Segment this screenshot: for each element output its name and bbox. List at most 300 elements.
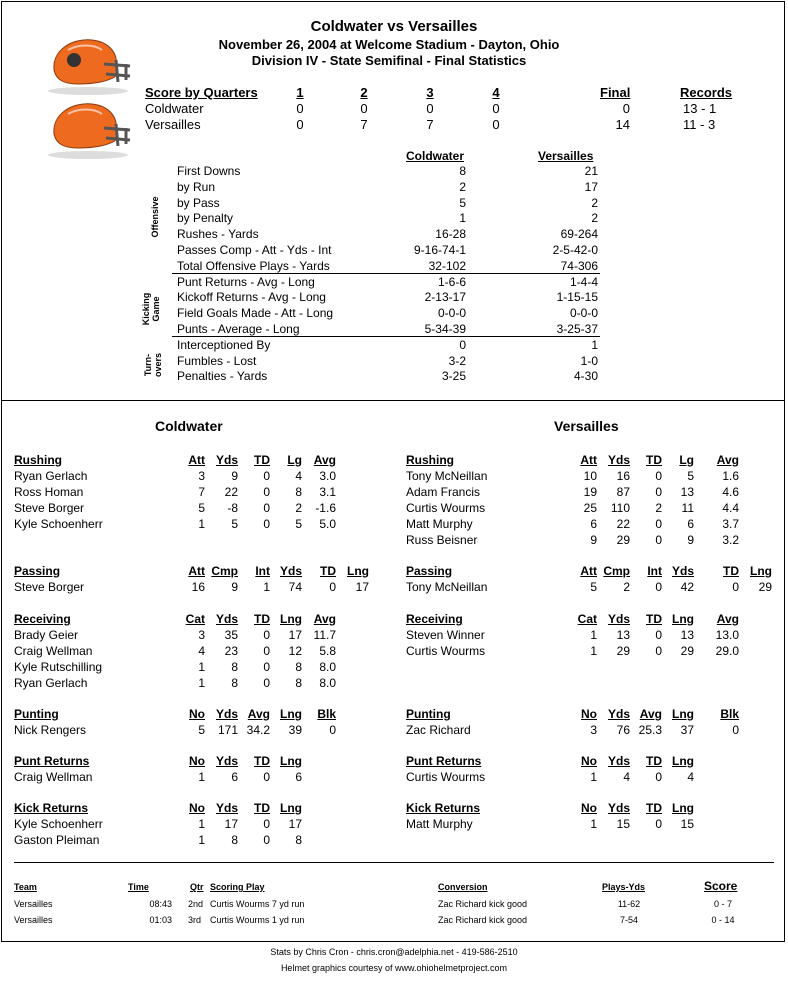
stat-value: 4 — [687, 770, 694, 784]
player-name: Craig Wellman — [14, 644, 93, 658]
stat-value: 8 — [295, 485, 302, 499]
stat-value: 6 — [231, 770, 238, 784]
page-subtitle-2: Division IV - State Semifinal - Final Statistics — [251, 53, 527, 68]
player-name: Curtis Wourms — [406, 501, 486, 515]
player-name: Kyle Rutschilling — [14, 660, 103, 674]
stat-col-header: Blk — [317, 707, 336, 721]
stat-col-header: Lng — [672, 612, 694, 626]
right-team-heading: Versailles — [554, 418, 619, 434]
stat-value: 3 — [590, 723, 597, 737]
team-record: 13 - 1 — [683, 101, 717, 116]
stat-value: 8 — [295, 660, 302, 674]
stat-value: 10 — [583, 469, 597, 483]
quarter-score: 0 — [296, 117, 304, 132]
scoring-time: 01:03 — [149, 915, 172, 925]
stat-value: 7 — [198, 485, 205, 499]
stat-value: 1 — [198, 770, 205, 784]
scoring-play: Curtis Wourms 1 yd run — [210, 915, 305, 925]
team-stat-label: by Pass — [177, 195, 220, 210]
scoring-header-plays-yds: Plays-Yds — [602, 882, 646, 892]
stat-value: 16 — [616, 469, 630, 483]
stat-value: 8 — [231, 660, 238, 674]
team-name: Versailles — [145, 117, 201, 132]
stat-value: 4 — [198, 644, 205, 658]
player-name: Matt Murphy — [406, 517, 473, 531]
stat-value: 8 — [295, 676, 302, 690]
team-stat-coldwater: 2-13-17 — [424, 290, 466, 305]
stat-value: 1 — [198, 660, 205, 674]
stat-value: 0 — [263, 644, 270, 658]
quarter-score: 7 — [426, 117, 434, 132]
stat-value: 25.3 — [638, 723, 662, 737]
team-stat-versailles: 17 — [584, 179, 598, 194]
final-header: Final — [600, 85, 631, 100]
stat-value: 9 — [687, 533, 694, 547]
team-stat-label: Field Goals Made - Att - Long — [177, 306, 334, 321]
page-title: Coldwater vs Versailles — [310, 18, 478, 35]
quarter-score: 0 — [492, 101, 500, 116]
stat-col-header: TD — [254, 801, 270, 815]
team-stats-col1: Coldwater — [406, 149, 465, 163]
stat-col-header: Att — [580, 453, 597, 467]
stat-col-header: No — [189, 801, 205, 815]
stat-value: 0 — [655, 770, 662, 784]
player-name: Russ Beisner — [406, 533, 478, 547]
stat-value: 5.8 — [319, 644, 336, 658]
scoring-qtr: 2nd — [188, 899, 204, 909]
team-stat-coldwater: 3-25 — [441, 369, 466, 384]
stat-value: 13 — [680, 628, 694, 642]
final-score: 0 — [622, 101, 630, 116]
team-stat-coldwater: 0 — [459, 337, 466, 352]
stat-value: 8 — [231, 833, 238, 847]
stat-value: 0 — [655, 817, 662, 831]
scoring-conversion: Zac Richard kick good — [438, 899, 528, 909]
stat-col-header: TD — [320, 564, 336, 578]
team-stat-label: Penalties - Yards — [177, 369, 268, 384]
stat-value: 3 — [198, 628, 205, 642]
stat-col-header: Yds — [607, 453, 630, 467]
left-passing-title: Passing — [14, 564, 61, 578]
stat-value: 22 — [616, 517, 630, 531]
stat-value: 2 — [623, 580, 630, 594]
stat-value: 4 — [623, 770, 630, 784]
divider — [172, 273, 600, 274]
left-rushing-title: Rushing — [14, 453, 62, 467]
team-stat-coldwater: 1-6-6 — [437, 274, 466, 289]
team-stat-versailles: 1 — [591, 337, 598, 352]
scoring-time: 08:43 — [149, 899, 172, 909]
stat-col-header: Blk — [720, 707, 739, 721]
stat-col-header: Cmp — [603, 564, 630, 578]
team-stat-coldwater: 9-16-74-1 — [413, 243, 466, 257]
stat-value: 1 — [198, 676, 205, 690]
team-stat-label: First Downs — [177, 164, 241, 178]
stat-col-header: Lng — [347, 564, 369, 578]
stat-value: 11.7 — [313, 628, 336, 642]
stat-col-header: Yds — [215, 453, 238, 467]
team-stat-versailles: 2-5-42-0 — [552, 243, 598, 257]
stat-value: 5 — [231, 517, 238, 531]
player-name: Steve Borger — [14, 580, 85, 594]
player-name: Kyle Schoenherr — [14, 817, 103, 831]
left-kick-returns-title: Kick Returns — [14, 801, 89, 815]
team-stat-versailles: 1-0 — [580, 353, 598, 368]
stat-col-header: Lng — [750, 564, 772, 578]
stat-value: 0 — [655, 628, 662, 642]
stat-value: 22 — [224, 485, 238, 499]
stat-value: 0 — [329, 723, 336, 737]
stat-col-header: Att — [188, 564, 205, 578]
stat-value: 1.6 — [722, 469, 739, 483]
stat-col-header: Yds — [671, 564, 694, 578]
scoring-header-play: Scoring Play — [210, 882, 265, 892]
stat-value: 3.1 — [319, 485, 336, 499]
stat-col-header: Lng — [672, 801, 694, 815]
team-stat-label: Punt Returns - Avg - Long — [177, 274, 315, 289]
team-stat-versailles: 2 — [591, 195, 598, 210]
team-stat-coldwater: 3-2 — [448, 353, 466, 368]
stat-value: 5 — [295, 517, 302, 531]
stat-col-header: Att — [580, 564, 597, 578]
team-stat-coldwater: 2 — [459, 179, 466, 194]
stat-value: 0 — [655, 533, 662, 547]
stat-col-header: Cat — [577, 612, 597, 626]
left-punting-title: Punting — [14, 707, 59, 721]
stat-col-header: TD — [646, 754, 662, 768]
stat-value: 0 — [732, 580, 739, 594]
stat-value: 37 — [680, 723, 694, 737]
stat-value: 0 — [655, 469, 662, 483]
stat-value: 110 — [610, 501, 630, 515]
stat-value: 15 — [680, 817, 694, 831]
stat-value: 3.0 — [319, 469, 336, 483]
stat-value: 8.0 — [319, 660, 336, 674]
right-passing-title: Passing — [406, 564, 453, 578]
scoring-plays-yds: 11-62 — [617, 899, 641, 909]
stat-col-header: Yds — [607, 612, 630, 626]
stat-value: 4.4 — [722, 501, 739, 515]
team-stat-label: Total Offensive Plays - Yards — [177, 258, 330, 273]
stat-value: 0 — [263, 833, 270, 847]
stat-value: 0 — [263, 676, 270, 690]
stat-value: 9 — [590, 533, 597, 547]
player-name: Brady Geier — [14, 628, 79, 642]
player-name: Ross Homan — [14, 485, 84, 499]
stat-value: 1 — [263, 580, 270, 594]
stat-value: 0 — [263, 817, 270, 831]
team-stat-label: by Run — [177, 179, 216, 194]
stat-value: 5 — [590, 580, 597, 594]
stat-col-header: Avg — [247, 707, 270, 721]
team-stat-versailles: 0-0-0 — [569, 306, 598, 321]
helmet-icon — [44, 36, 136, 96]
stat-value: 29 — [616, 533, 630, 547]
stat-value: 9 — [231, 469, 238, 483]
stat-value: -8 — [227, 501, 238, 515]
stat-value: 1 — [590, 628, 597, 642]
stat-value: 1 — [198, 817, 205, 831]
stat-col-header: Yds — [607, 707, 630, 721]
stat-value: 8.0 — [319, 676, 336, 690]
scoring-header-time: Time — [128, 882, 149, 892]
player-name: Ryan Gerlach — [14, 469, 88, 483]
team-stat-versailles: 3-25-37 — [556, 322, 598, 336]
player-name: Adam Francis — [406, 485, 481, 499]
team-stat-versailles: 1-15-15 — [556, 290, 598, 305]
stat-col-header: Int — [255, 564, 270, 578]
stat-value: 6 — [687, 517, 694, 531]
scoring-header-team: Team — [14, 882, 37, 892]
group-label-offensive: Offensive — [150, 196, 160, 238]
section-divider — [1, 400, 785, 401]
stat-value: 5.0 — [319, 517, 336, 531]
stat-col-header: Avg — [639, 707, 662, 721]
quarter-header: 1 — [296, 85, 304, 100]
stat-col-header: Yds — [607, 754, 630, 768]
team-stat-versailles: 74-306 — [560, 258, 598, 273]
quarter-header: 2 — [360, 85, 368, 100]
quarter-header: 4 — [492, 85, 500, 100]
team-stat-label: Passes Comp - Att - Yds - Int — [177, 243, 332, 257]
stat-col-header: TD — [646, 801, 662, 815]
stat-col-header: No — [189, 707, 205, 721]
stat-col-header: Yds — [215, 612, 238, 626]
helmet-icon — [44, 100, 136, 160]
player-name: Gaston Pleiman — [14, 833, 100, 847]
stat-value: 11 — [681, 501, 694, 515]
team-stat-coldwater: 32-102 — [428, 258, 466, 273]
player-name: Ryan Gerlach — [14, 676, 88, 690]
quarter-score: 0 — [360, 101, 368, 116]
stat-value: 17 — [288, 817, 302, 831]
stat-value: 0 — [655, 485, 662, 499]
stat-value: 9 — [231, 580, 238, 594]
player-name: Matt Murphy — [406, 817, 473, 831]
stat-col-header: TD — [723, 564, 739, 578]
stat-value: 17 — [288, 628, 302, 642]
stat-col-header: Yds — [215, 801, 238, 815]
stat-value: 1 — [590, 644, 597, 658]
stat-col-header: TD — [646, 612, 662, 626]
stat-col-header: TD — [646, 453, 662, 467]
final-score: 14 — [615, 117, 630, 132]
team-stat-label: Interceptioned By — [177, 337, 271, 352]
stat-col-header: No — [189, 754, 205, 768]
stat-value: 0 — [655, 580, 662, 594]
stat-col-header: Avg — [716, 612, 739, 626]
stat-value: 0 — [263, 469, 270, 483]
stat-col-header: Cmp — [211, 564, 238, 578]
left-punt-returns-title: Punt Returns — [14, 754, 90, 768]
stat-value: 3.2 — [722, 533, 739, 547]
stat-value: 0 — [329, 580, 336, 594]
team-stat-label: Rushes - Yards — [177, 227, 259, 242]
scoring-team: Versailles — [14, 899, 53, 909]
stat-value: 34.2 — [246, 723, 270, 737]
group-label-kicking: Kicking Game — [141, 292, 161, 326]
stat-col-header: Lng — [280, 612, 302, 626]
stat-value: 13 — [680, 485, 694, 499]
team-stat-versailles: 1-4-4 — [569, 274, 598, 289]
player-name: Curtis Wourms — [406, 644, 486, 658]
stat-value: 4.6 — [722, 485, 739, 499]
player-name: Craig Wellman — [14, 770, 93, 784]
quarter-score: 0 — [426, 101, 434, 116]
stat-value: 74 — [288, 580, 302, 594]
team-stat-label: Punts - Average - Long — [177, 322, 300, 336]
team-stat-coldwater: 5-34-39 — [424, 322, 466, 336]
stat-col-header: TD — [254, 612, 270, 626]
stat-col-header: Cat — [185, 612, 205, 626]
stat-value: 3.7 — [722, 517, 739, 531]
stat-value: 1 — [198, 833, 205, 847]
stat-value: 12 — [288, 644, 302, 658]
stat-col-header: Lng — [280, 707, 302, 721]
player-name: Tony McNeillan — [406, 580, 488, 594]
stat-value: 35 — [224, 628, 238, 642]
stat-value: 87 — [616, 485, 630, 499]
team-stat-coldwater: 8 — [459, 164, 466, 178]
stat-col-header: Lng — [672, 754, 694, 768]
stat-value: 5 — [198, 723, 205, 737]
stat-value: 5 — [687, 469, 694, 483]
stat-value: 4 — [295, 469, 302, 483]
player-name: Curtis Wourms — [406, 770, 486, 784]
team-stat-versailles: 21 — [584, 164, 598, 178]
right-rushing-title: Rushing — [406, 453, 454, 467]
team-stat-versailles: 2 — [591, 211, 598, 226]
scoring-play: Curtis Wourms 7 yd run — [210, 899, 305, 909]
scoring-header-score: Score — [704, 879, 738, 893]
stat-col-header: Avg — [313, 453, 336, 467]
stat-value: 39 — [288, 723, 302, 737]
stat-value: 6 — [295, 770, 302, 784]
stat-col-header: Lng — [280, 754, 302, 768]
quarter-score: 7 — [360, 117, 368, 132]
page-subtitle: November 26, 2004 at Welcome Stadium - Dayton, Ohio — [218, 37, 560, 52]
stat-col-header: Lng — [280, 801, 302, 815]
stat-value: 3 — [198, 469, 205, 483]
stat-value: 0 — [263, 628, 270, 642]
stat-col-header: Att — [188, 453, 205, 467]
stat-col-header: Lg — [679, 453, 694, 467]
team-stat-coldwater: 1 — [459, 211, 466, 226]
stat-col-header: Avg — [313, 612, 336, 626]
team-name: Coldwater — [145, 101, 204, 116]
team-stats-col2: Versailles — [538, 149, 594, 163]
footer-credit-helmets: Helmet graphics courtesy of www.ohiohelmetproject.com — [280, 963, 508, 973]
stat-value: 0 — [263, 517, 270, 531]
stat-value: 15 — [616, 817, 630, 831]
scoring-conversion: Zac Richard kick good — [438, 915, 528, 925]
quarter-header: 3 — [426, 85, 434, 100]
stat-value: 29 — [758, 580, 772, 594]
stat-value: 25 — [583, 501, 597, 515]
stat-col-header: No — [581, 707, 597, 721]
team-stat-label: Kickoff Returns - Avg - Long — [177, 290, 326, 305]
stat-value: 42 — [680, 580, 694, 594]
records-header: Records — [680, 85, 733, 100]
stat-col-header: TD — [254, 754, 270, 768]
footer-credit: Stats by Chris Cron - chris.cron@adelphia.net - 419-586-2510 — [270, 947, 518, 957]
stat-value: 1 — [590, 770, 597, 784]
right-kick-returns-title: Kick Returns — [406, 801, 481, 815]
stat-col-header: Int — [647, 564, 662, 578]
stat-value: 171 — [217, 723, 238, 737]
player-name: Tony McNeillan — [406, 469, 488, 483]
stat-value: 23 — [224, 644, 238, 658]
group-label-turnovers: Turn-overs — [143, 352, 163, 378]
stat-value: 0 — [263, 501, 270, 515]
scoring-header-qtr: Qtr — [190, 882, 204, 892]
scoring-team: Versailles — [14, 915, 53, 925]
stat-value: 17 — [355, 580, 369, 594]
stat-value: 13 — [616, 628, 630, 642]
left-team-heading: Coldwater — [155, 418, 223, 434]
stat-value: 76 — [616, 723, 630, 737]
team-stat-coldwater: 5 — [459, 195, 466, 210]
stat-col-header: Avg — [716, 453, 739, 467]
stat-value: 2 — [655, 501, 662, 515]
stat-value: 0 — [263, 770, 270, 784]
stat-value: 0 — [263, 660, 270, 674]
stat-value: 5 — [198, 501, 205, 515]
stat-col-header: Lg — [287, 453, 302, 467]
stat-value: 0 — [655, 517, 662, 531]
stat-value: 17 — [224, 817, 238, 831]
stat-value: 0 — [263, 485, 270, 499]
stat-value: 0 — [655, 644, 662, 658]
stat-value: 0 — [732, 723, 739, 737]
right-receiving-title: Receiving — [406, 612, 463, 626]
player-name: Steve Borger — [14, 501, 85, 515]
scoring-plays-yds: 7-54 — [619, 915, 638, 925]
team-stat-label: by Penalty — [177, 211, 234, 226]
stat-col-header: Yds — [215, 754, 238, 768]
stat-value: 2 — [295, 501, 302, 515]
stat-value: -1.6 — [315, 501, 336, 515]
stat-value: 1 — [198, 517, 205, 531]
stat-col-header: No — [581, 801, 597, 815]
stat-col-header: TD — [254, 453, 270, 467]
team-stat-versailles: 69-264 — [560, 227, 598, 242]
left-receiving-title: Receiving — [14, 612, 71, 626]
stat-col-header: No — [581, 754, 597, 768]
stat-value: 19 — [583, 485, 597, 499]
stat-value: 8 — [295, 833, 302, 847]
player-name: Zac Richard — [406, 723, 471, 737]
divider — [172, 336, 600, 337]
stat-value: 29 — [616, 644, 630, 658]
stat-value: 1 — [590, 817, 597, 831]
right-punt-returns-title: Punt Returns — [406, 754, 482, 768]
team-record: 11 - 3 — [683, 117, 716, 132]
stat-value: 29 — [680, 644, 694, 658]
stat-value: 16 — [191, 580, 205, 594]
team-stat-versailles: 4-30 — [573, 369, 598, 384]
team-stat-coldwater: 16-28 — [435, 227, 466, 242]
player-name: Nick Rengers — [14, 723, 87, 737]
stat-value: 13.0 — [715, 628, 739, 642]
stat-col-header: Yds — [607, 801, 630, 815]
team-stat-label: Fumbles - Lost — [177, 353, 257, 368]
scoring-score: 0 - 7 — [713, 899, 732, 909]
quarter-score: 0 — [492, 117, 500, 132]
right-punting-title: Punting — [406, 707, 451, 721]
stat-col-header: Yds — [279, 564, 302, 578]
scoring-header-conversion: Conversion — [438, 882, 488, 892]
